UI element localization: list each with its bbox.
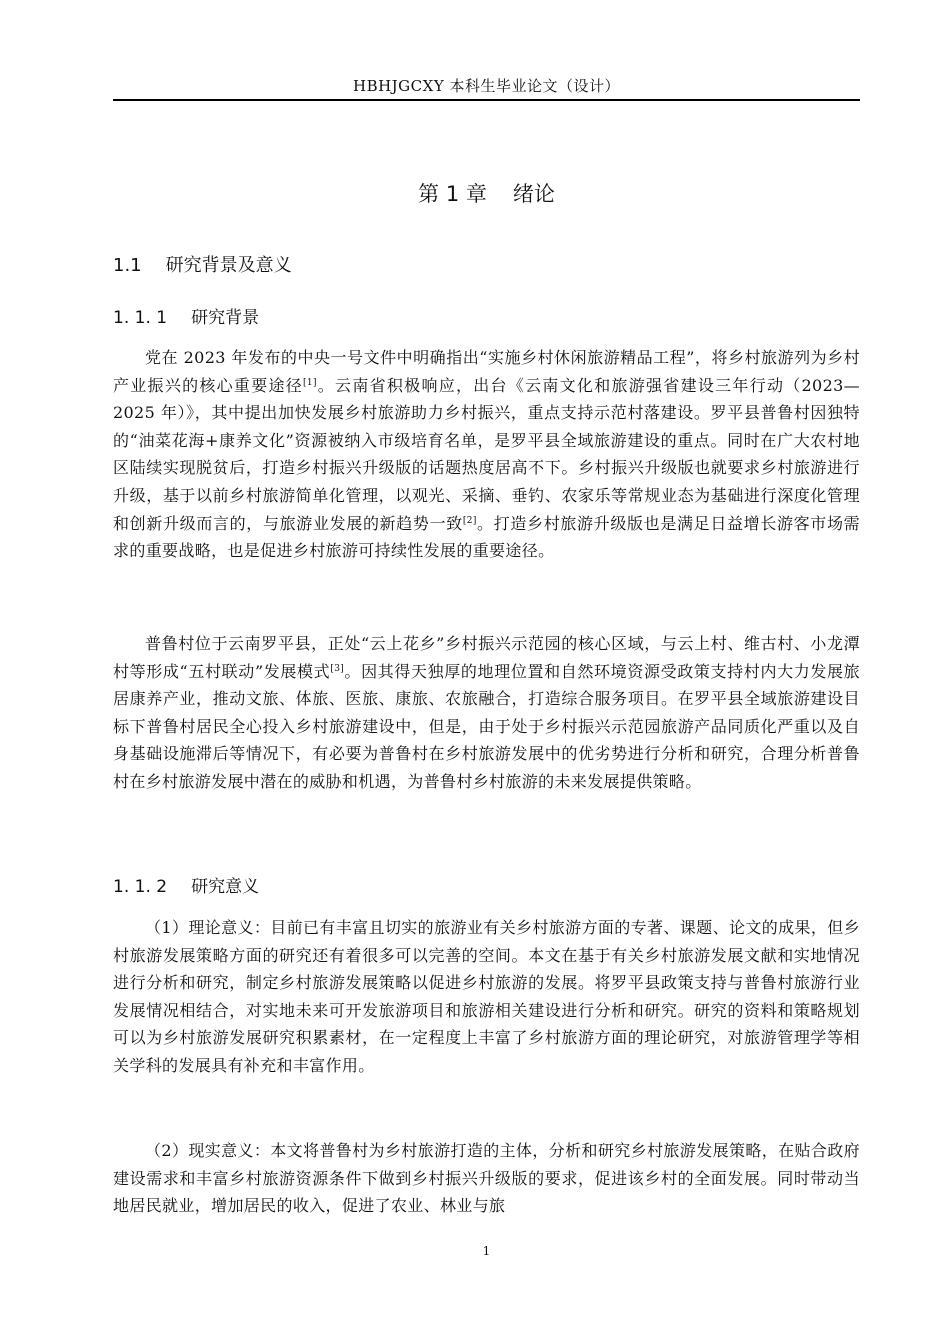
paragraph-text: 。云南省积极响应，出台《云南文化和旅游强省建设三年行动（2023—2025 年）》，其中提出加快发展乡村旅游助力乡村振兴，重点支持示范村落建设。罗平县普鲁村因独特的“油菜花海+康养文化”资源被纳入市级培育名单，是罗平县全域旅游建设的重点。同时在广大农村地区陆续实现脱贫后，打造乡村振兴升级版的话题热度居高不下。乡村振兴升级版也就要求乡村旅游进行升级，基于以前乡村旅游简单化管理，以观光、采摘、垂钓、农家乐等常规业态为基础进行深度化管理和创新升级而言的，与旅游业发展的新趋势一致 bbox=[113, 375, 860, 533]
section-number: 1. 1. 1 bbox=[113, 308, 168, 328]
paragraph-text: 。因其得天独厚的地理位置和自然环境资源受政策支持村内大力发展旅居康养产业，推动文旅、体旅、医旅、康旅、农旅融合，打造综合服务项目。在罗平县全域旅游建设目标下普鲁村居民全心投入乡村旅游建设中，但是，由于处于乡村振兴示范园旅游产品同质化严重以及自身基础设施滞后等情况下，有必要为普鲁村在乡村旅游发展中的优劣势进行分析和研究，合理分析普鲁村在乡村旅游发展中潜在的威胁和机遇，为普鲁村乡村旅游的未来发展提供策略。 bbox=[113, 661, 860, 791]
section-title: 研究意义 bbox=[191, 877, 260, 897]
section-number: 1.1 bbox=[113, 255, 142, 276]
significance-paragraph-2: （2）现实意义：本文将普鲁村为乡村旅游打造的主体，分析和研究乡村旅游发展策略，在贴合政府建设需求和丰富乡村旅游资源条件下做到乡村振兴升级版的要求，促进该乡村的全面发展。同时带动当地居民就业，增加居民的收入，促进了农业、林业与旅 bbox=[113, 1141, 860, 1216]
section-title: 研究背景 bbox=[191, 308, 260, 328]
chapter-heading bbox=[113, 178, 860, 210]
section-heading-1-1 bbox=[113, 253, 292, 279]
citation-1: [1] bbox=[303, 377, 317, 388]
running-header: HBHJGCXY 本科生毕业论文（设计） bbox=[352, 77, 620, 95]
citation-2: [2] bbox=[462, 515, 477, 526]
background-paragraph-2 bbox=[113, 630, 860, 796]
section-number: 1. 1. 2 bbox=[113, 877, 168, 897]
paragraph-text: 党在 2023 年发布的中央一号文件中明确指出“实施乡村休闲旅游精品工程”，将乡村旅游列为乡村产业振兴的核心重要途径 bbox=[113, 348, 860, 395]
significance-paragraph-1: （1）理论意义：目前已有丰富且切实的旅游业有关乡村旅游方面的专著、课题、论文的成果，但乡村旅游发展策略方面的研究还有着很多可以完善的空间。本文在基于有关乡村旅游发展文献和实地情况进行分析和研究，制定乡村旅游发展策略以促进乡村旅游的发展。将罗平县政策支持与普鲁村旅游行业发展情况相结合，对实地未来可开发旅游项目和旅游相关建设进行分析和研究。研究的资料和策略规划可以为乡村旅游发展研究积累素材，在一定程度上丰富了乡村旅游方面的理论研究，对旅游管理学等相关学科的发展具有补充和丰富作用。 bbox=[113, 918, 860, 1075]
citation-3: [3] bbox=[330, 663, 345, 674]
section-heading-1-1-2 bbox=[113, 874, 259, 900]
chapter-title: 绪论 bbox=[512, 182, 555, 206]
header-rule bbox=[113, 99, 860, 101]
paragraph-text: 。打造乡村旅游升级版也是满足日益增长游客市场需求的重要战略，也是促进乡村旅游可持续性发展的重要途径。 bbox=[113, 513, 860, 561]
page-number: 1 bbox=[482, 1244, 491, 1258]
paragraph-text: 普鲁村位于云南罗平县，正处“云上花乡”乡村振兴示范园的核心区域，与云上村、维古村、小龙潭村等形成“五村联动”发展模式 bbox=[113, 634, 860, 681]
background-paragraph-1 bbox=[113, 344, 860, 565]
chapter-number: 第 1 章 bbox=[418, 182, 487, 206]
section-title: 研究背景及意义 bbox=[165, 255, 292, 276]
section-heading-1-1-1 bbox=[113, 305, 259, 331]
